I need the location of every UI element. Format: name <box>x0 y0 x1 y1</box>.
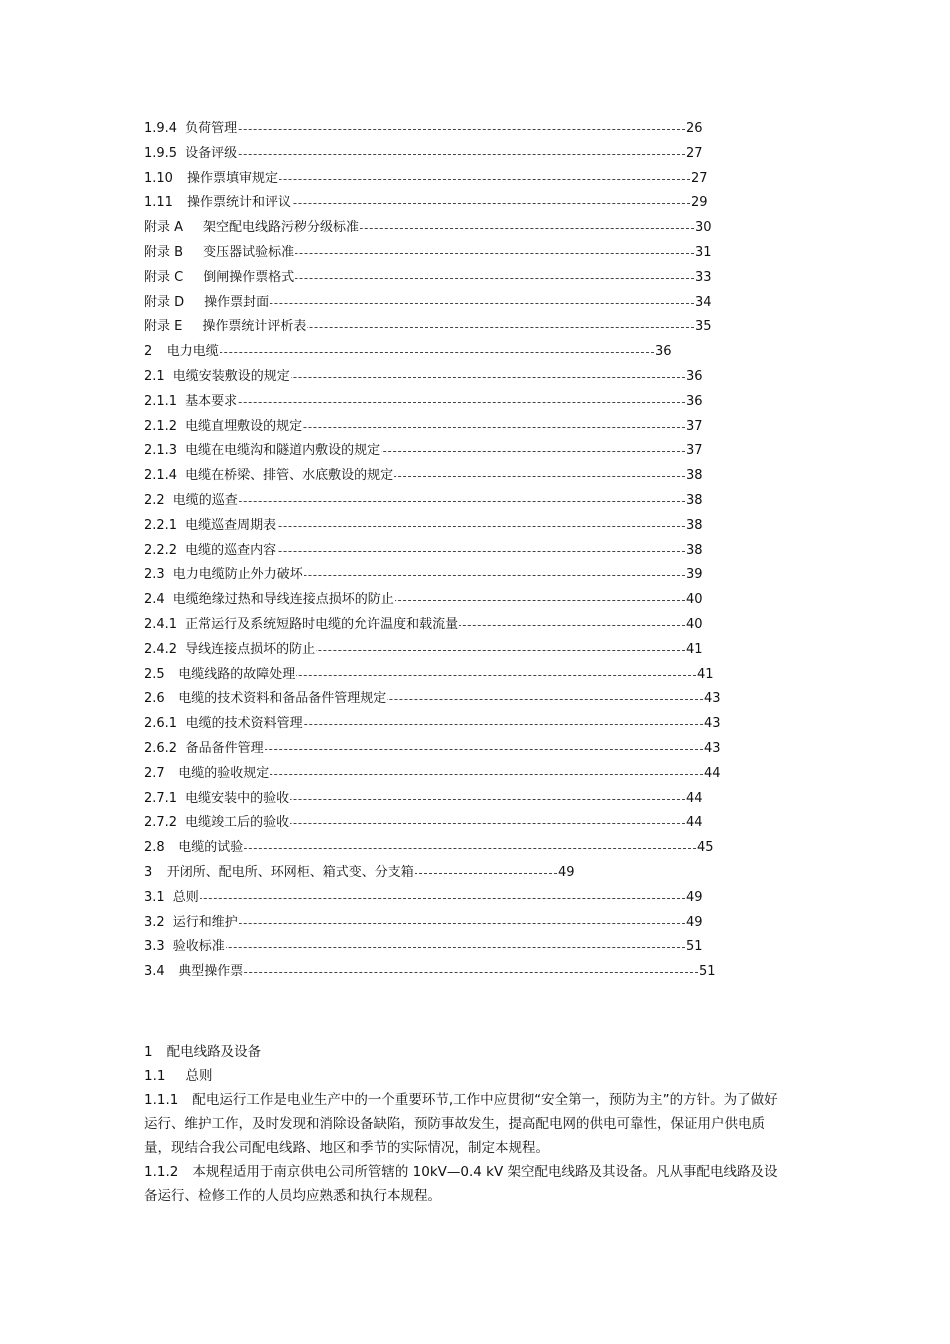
toc-entry-number: 2.1.4 <box>144 468 178 484</box>
toc-page-number: 34 <box>694 291 712 316</box>
toc-leader-dots <box>164 154 685 155</box>
toc-entry-number: 2.7.2 <box>144 815 178 831</box>
toc-entry-text <box>144 489 239 514</box>
subsection-title: 总则 <box>185 1068 213 1084</box>
toc-entry-title: 电缆的巡查 <box>172 492 238 508</box>
toc-entry-number: 2.2 <box>144 492 165 508</box>
toc-entry-number: 3.4 <box>144 964 165 980</box>
toc-entry-title: 电力电缆 <box>166 344 219 360</box>
toc-page-number: 49 <box>557 861 575 886</box>
paragraph-line: 本规程适用于南京供电公司所管辖的 10kV—0.4 kV 架空配电线路及其设备。凡从事配电线路及设 <box>192 1164 778 1180</box>
toc-entry-number: 2.1 <box>144 368 165 384</box>
toc-page-number: 51 <box>685 935 703 960</box>
paragraph-line: 备运行、检修工作的人员均应熟悉和执行本规程。 <box>144 1188 441 1204</box>
toc-entry[interactable] <box>144 663 744 688</box>
toc-page-number: 49 <box>685 886 703 911</box>
toc-entry-text <box>144 663 296 688</box>
toc-entry-title: 总则 <box>172 889 199 905</box>
toc-entry-text <box>144 811 290 836</box>
paragraph-number: 1.1.2 <box>144 1164 179 1180</box>
toc-entry-number: 2.3 <box>144 567 165 583</box>
toc-entry-title: 负荷管理 <box>185 121 238 136</box>
toc-entry-text <box>144 638 316 663</box>
toc-entry-title: 操作票封面 <box>204 294 270 310</box>
toc-entry-text <box>144 390 238 415</box>
toc-entry-text <box>144 613 459 638</box>
toc-entry-number: 2.1.3 <box>144 443 178 459</box>
toc-entry-text <box>144 340 220 365</box>
toc-entry[interactable] <box>144 415 744 440</box>
toc-entry[interactable] <box>144 638 744 663</box>
toc-page-number: 38 <box>685 514 703 539</box>
toc-entry[interactable] <box>144 464 744 489</box>
toc-page-number: 36 <box>654 340 672 365</box>
toc-page-number: 41 <box>696 663 714 688</box>
toc-leader-dots <box>164 129 685 130</box>
toc-entry-number: 附录 E <box>144 319 183 335</box>
toc-entry-number: 附录 B <box>144 244 184 260</box>
toc-entry-title: 电缆的巡查内容 <box>185 542 277 558</box>
toc-entry-number: 2.5 <box>144 666 165 682</box>
toc-entry-title: 电缆安装中的验收 <box>185 790 290 806</box>
toc-entry[interactable] <box>144 167 744 192</box>
toc-page-number: 40 <box>685 613 703 638</box>
toc-entry[interactable] <box>144 787 744 812</box>
toc-entry[interactable] <box>144 365 744 390</box>
toc-entry[interactable] <box>144 588 744 613</box>
toc-entry[interactable] <box>144 514 744 539</box>
toc-entry-title: 正常运行及系统短路时电缆的允许温度和载流量 <box>185 616 459 632</box>
toc-entry-text <box>144 911 239 936</box>
toc-page-number: 37 <box>685 439 703 464</box>
toc-entry-title: 电缆的技术资料和备品备件管理规定 <box>178 691 387 707</box>
toc-page-number: 29 <box>690 191 708 216</box>
section-title: 配电线路及设备 <box>166 1044 262 1060</box>
toc-entry[interactable] <box>144 911 744 936</box>
toc-page-number: 37 <box>685 415 703 440</box>
toc-entry-number: 1.10 <box>144 170 173 186</box>
toc-entry[interactable] <box>144 241 744 266</box>
toc-entry-text <box>144 167 279 192</box>
toc-page-number: 33 <box>694 266 712 291</box>
body-text <box>144 1040 808 1208</box>
toc-entry-number: 3.1 <box>144 889 165 905</box>
toc-entry[interactable] <box>144 737 744 762</box>
toc-page-number: 49 <box>685 911 703 936</box>
toc-page-number: 43 <box>703 687 721 712</box>
toc-entry-title: 倒闸操作票格式 <box>203 269 295 285</box>
toc-entry-number: 2.1.1 <box>144 393 178 409</box>
toc-entry-number: 2.6.1 <box>144 716 178 732</box>
toc-page-number: 40 <box>685 588 703 613</box>
toc-entry-title: 操作票填审规定 <box>186 170 278 186</box>
table-of-contents <box>144 117 744 985</box>
toc-entry-title: 电缆在电缆沟和隧道内敷设的规定 <box>185 443 381 459</box>
toc-entry-text <box>144 464 394 489</box>
toc-page-number: 30 <box>694 216 712 241</box>
toc-entry-text <box>144 117 238 142</box>
toc-entry[interactable] <box>144 762 744 787</box>
toc-entry[interactable] <box>144 712 744 737</box>
toc-entry[interactable] <box>144 142 744 167</box>
toc-page-number: 39 <box>685 563 703 588</box>
toc-entry[interactable] <box>144 291 744 316</box>
subsection-number: 1.1 <box>144 1068 166 1084</box>
toc-page-number: 36 <box>685 390 703 415</box>
toc-entry-text <box>144 539 277 564</box>
toc-entry-number: 2.4.2 <box>144 641 178 657</box>
toc-page-number: 36 <box>685 365 703 390</box>
toc-entry[interactable] <box>144 439 744 464</box>
toc-entry-title: 设备评级 <box>185 145 238 161</box>
toc-entry-title: 架空配电线路污秽分级标准 <box>203 220 360 236</box>
toc-entry-number: 2.1.2 <box>144 418 178 434</box>
toc-page-number: 44 <box>685 787 703 812</box>
toc-entry[interactable] <box>144 191 744 216</box>
toc-page-number: 41 <box>685 638 703 663</box>
toc-entry-text <box>144 563 304 588</box>
toc-entry-text <box>144 365 291 390</box>
paragraph-number: 1.1.1 <box>144 1092 179 1108</box>
toc-entry[interactable] <box>144 836 744 861</box>
toc-entry-title: 电缆线路的故障处理 <box>178 666 296 682</box>
toc-page-number: 38 <box>685 489 703 514</box>
toc-page-number: 31 <box>694 241 712 266</box>
toc-entry[interactable] <box>144 117 744 142</box>
toc-entry-number: 附录 C <box>144 269 184 285</box>
toc-page-number: 38 <box>685 464 703 489</box>
toc-entry-title: 基本要求 <box>185 393 238 409</box>
toc-entry[interactable] <box>144 315 744 340</box>
toc-entry-text <box>144 886 200 911</box>
toc-entry[interactable] <box>144 390 744 415</box>
toc-entry-title: 电缆的技术资料管理 <box>185 716 303 732</box>
toc-entry-title: 导线连接点损坏的防止 <box>185 641 316 657</box>
toc-leader-dots <box>164 352 654 353</box>
toc-entry-text <box>144 960 244 985</box>
toc-entry-text <box>144 439 381 464</box>
toc-entry-text <box>144 935 226 960</box>
toc-entry-title: 电缆在桥梁、排管、水底敷设的规定 <box>185 468 394 484</box>
toc-entry-title: 电缆直埋敷设的规定 <box>185 418 303 434</box>
paragraph-line: 配电运行工作是电业生产中的一个重要环节,工作中应贯彻“安全第一，预防为主”的方针。为了做好 <box>192 1092 778 1108</box>
toc-entry-title: 备品备件管理 <box>185 740 264 756</box>
toc-entry-number: 2.4.1 <box>144 616 178 632</box>
toc-entry-title: 电缆巡查周期表 <box>185 517 277 533</box>
toc-entry[interactable] <box>144 563 744 588</box>
toc-entry-title: 电缆的试验 <box>178 840 244 856</box>
toc-entry[interactable] <box>144 687 744 712</box>
paragraph <box>144 1160 808 1184</box>
toc-entry-text <box>144 514 277 539</box>
toc-entry-number: 2.2.2 <box>144 542 178 558</box>
toc-entry-text <box>144 315 307 340</box>
toc-entry-title: 电力电缆防止外力破坏 <box>172 567 303 583</box>
section-number: 1 <box>144 1044 153 1060</box>
toc-entry-text <box>144 762 270 787</box>
toc-entry-title: 运行和维护 <box>172 914 238 930</box>
toc-entry-title: 电缆绝缘过热和导线连接点损坏的防止 <box>172 592 394 608</box>
toc-entry-number: 2.8 <box>144 840 165 856</box>
toc-entry-text <box>144 588 395 613</box>
toc-entry-number: 2.4 <box>144 592 165 608</box>
toc-entry-title: 变压器试验标准 <box>203 244 295 260</box>
toc-entry-text <box>144 737 265 762</box>
toc-entry-number: 1.11 <box>144 195 173 211</box>
toc-leader-dots <box>164 402 685 403</box>
toc-entry-text <box>144 787 290 812</box>
toc-entry[interactable] <box>144 811 744 836</box>
toc-entry-text <box>144 291 270 316</box>
toc-entry-title: 电缆安装敷设的规定 <box>172 368 290 384</box>
toc-entry-text <box>144 216 360 241</box>
toc-entry-title: 电缆竣工后的验收 <box>185 815 290 831</box>
toc-entry-number: 3.3 <box>144 939 165 955</box>
toc-entry-title: 验收标准 <box>172 939 225 955</box>
toc-entry-text <box>144 861 415 886</box>
toc-page-number: 26 <box>685 117 703 142</box>
toc-entry-text <box>144 241 295 266</box>
toc-entry-text <box>144 142 238 167</box>
toc-entry-number: 2.6 <box>144 691 165 707</box>
paragraph-line: 量，现结合我公司配电线路、地区和季节的实际情况，制定本规程。 <box>144 1140 549 1156</box>
toc-entry-number: 3 <box>144 864 153 880</box>
toc-entry[interactable] <box>144 489 744 514</box>
toc-entry[interactable] <box>144 960 744 985</box>
toc-page-number: 43 <box>703 737 721 762</box>
toc-entry-number: 2.7.1 <box>144 790 178 806</box>
subsection-heading <box>144 1064 808 1088</box>
toc-entry-title: 电缆的验收规定 <box>178 765 270 781</box>
paragraph-line: 运行、维护工作，及时发现和消除设备缺陷，预防事故发生，提高配电网的供电可靠性，保证用户供电质 <box>144 1116 765 1132</box>
toc-entry-number: 附录 D <box>144 294 185 310</box>
toc-entry-text <box>144 687 387 712</box>
toc-leader-dots <box>164 947 685 948</box>
toc-entry-title: 典型操作票 <box>178 964 244 980</box>
toc-entry-number: 2.7 <box>144 765 165 781</box>
toc-entry-text <box>144 415 303 440</box>
section-heading <box>144 1040 808 1064</box>
toc-page-number: 44 <box>703 762 721 787</box>
toc-entry[interactable] <box>144 935 744 960</box>
toc-entry-number: 1.9.5 <box>144 145 178 161</box>
toc-entry-number: 2.2.1 <box>144 517 178 533</box>
toc-entry-number: 2.6.2 <box>144 740 178 756</box>
toc-entry[interactable] <box>144 613 744 638</box>
toc-entry[interactable] <box>144 539 744 564</box>
toc-entry-number: 2 <box>144 344 153 360</box>
toc-entry-number: 3.2 <box>144 914 165 930</box>
toc-entry[interactable] <box>144 340 744 365</box>
toc-page-number: 35 <box>694 315 712 340</box>
toc-entry-text <box>144 266 295 291</box>
toc-page-number: 27 <box>685 142 703 167</box>
toc-entry[interactable] <box>144 216 744 241</box>
toc-page-number: 43 <box>703 712 721 737</box>
toc-entry-text <box>144 836 244 861</box>
toc-page-number: 27 <box>690 167 708 192</box>
toc-entry-title: 开闭所、配电所、环网柜、箱式变、分支箱 <box>166 864 414 880</box>
toc-leader-dots <box>164 501 685 502</box>
toc-entry-number: 1.9.4 <box>144 121 178 136</box>
toc-leader-dots <box>164 898 685 899</box>
toc-leader-dots <box>164 923 685 924</box>
toc-entry-title: 操作票统计和评议 <box>186 195 291 211</box>
toc-entry[interactable] <box>144 266 744 291</box>
toc-page-number: 38 <box>685 539 703 564</box>
toc-page-number: 51 <box>698 960 716 985</box>
toc-entry[interactable] <box>144 886 744 911</box>
toc-entry-text <box>144 191 292 216</box>
toc-entry[interactable] <box>144 861 744 886</box>
toc-entry-title: 操作票统计评析表 <box>202 319 307 335</box>
toc-page-number: 44 <box>685 811 703 836</box>
paragraph <box>144 1088 808 1112</box>
toc-page-number: 45 <box>696 836 714 861</box>
toc-entry-number: 附录 A <box>144 220 184 236</box>
toc-entry-text <box>144 712 304 737</box>
